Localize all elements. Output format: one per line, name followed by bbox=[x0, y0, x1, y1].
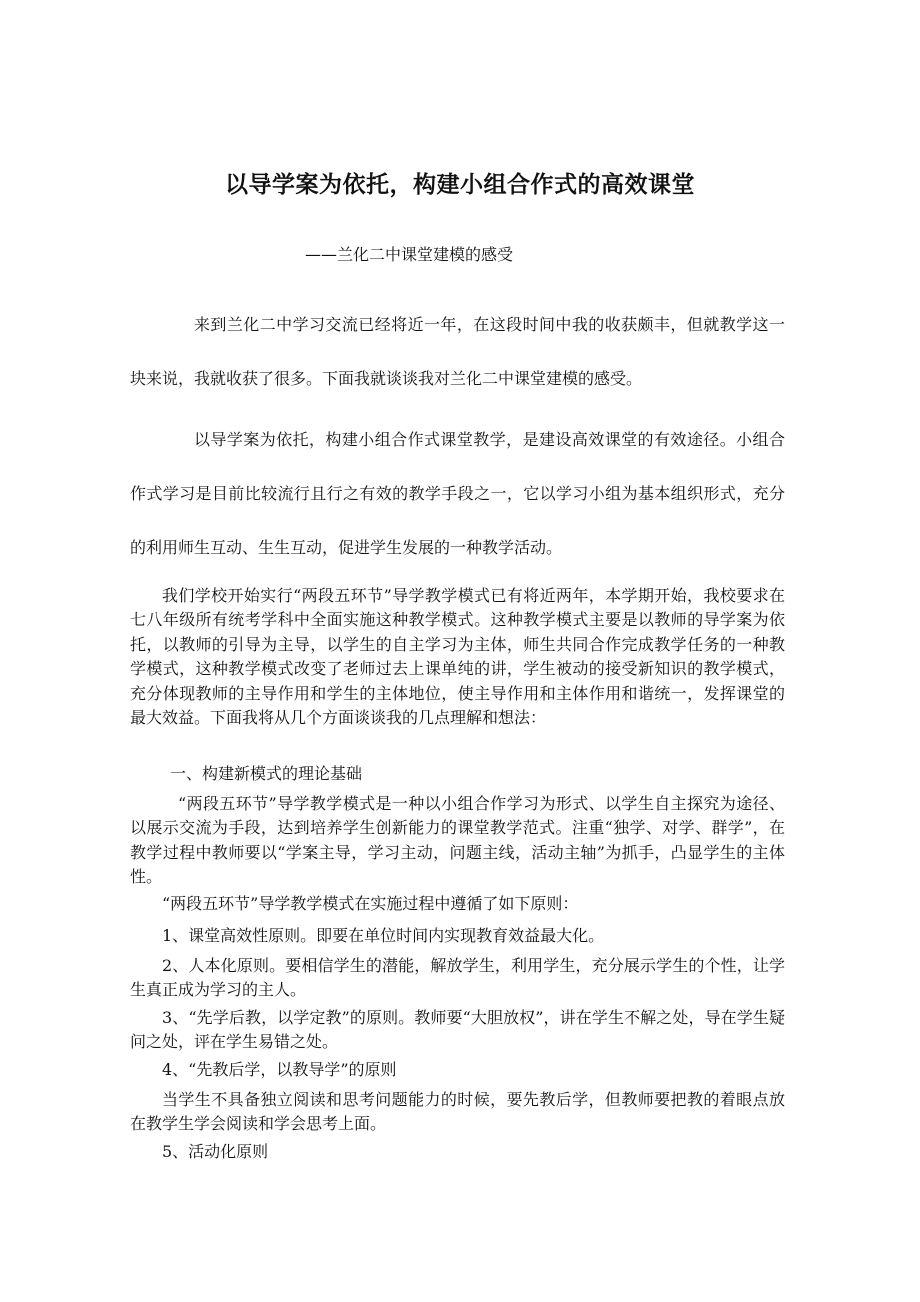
intro-paragraph-1: 来到兰化二中学习交流已经将近一年，在这段时间中我的收获颇丰，但就教学这一块来说，我就收获了很多。下面我就谈谈我对兰化二中课堂建模的感受。 bbox=[130, 315, 785, 388]
section-heading-1: 一、构建新模式的理论基础 bbox=[170, 764, 363, 783]
principle-4-detail: 当学生不具备独立阅读和思考问题能力的时候，要先教后学，但教师要把教的着眼点放在教学生学会阅读和学会思考上面。 bbox=[130, 1090, 785, 1134]
principle-3: 3、“先学后教，以学定教”的原则。教师要“大胆放权”，讲在学生不解之处，导在学生疑问之处，评在学生易错之处。 bbox=[130, 1008, 785, 1052]
principle-5: 5、活动化原则 bbox=[162, 1142, 269, 1161]
body-paragraph: 我们学校开始实行“两段五环节”导学教学模式已有将近两年，本学期开始，我校要求在七八年级所有统考学科中全面实施这种教学模式。这种教学模式主要是以教师的导学案为依托，以教师的引导为主导，以学生的自主学习为主体，师生共同合作完成教学任务的一种教学模式，这种教学模式改变了老师过去上课单纯的讲，学生被动的接受新知识的教学模式，充分体现教师的主导作用和学生的主体地位，使主导作用和主体作用和谐统一，发挥课堂的最大效益。下面我将从几个方面谈谈我的几点理解和想法： bbox=[130, 586, 785, 728]
document-subtitle: ——兰化二中课堂建模的感受 bbox=[305, 245, 514, 264]
document-title: 以导学案为依托，构建小组合作式的高效课堂 bbox=[225, 172, 695, 198]
principle-1: 1、课堂高效性原则。即要在单位时间内实现教育效益最大化。 bbox=[162, 926, 605, 945]
principle-2: 2、人本化原则。要相信学生的潜能，解放学生，利用学生，充分展示学生的个性，让学生真正成为学习的主人。 bbox=[130, 956, 785, 1000]
section-paragraph-1: “两段五环节”导学教学模式是一种以小组合作学习为形式、以学生自主探究为途径、以展示交流为手段，达到培养学生创新能力的课堂教学范式。注重“独学、对学、群学”，在教学过程中教师要以“学案主导，学习主动，问题主线，活动主轴”为抓手，凸显学生的主体性。 bbox=[130, 794, 785, 887]
principles-intro: “两段五环节”导学教学模式在实施过程中遵循了如下原则： bbox=[162, 894, 579, 913]
intro-paragraph-2: 以导学案为依托，构建小组合作式课堂教学，是建设高效课堂的有效途径。小组合作式学习是目前比较流行且行之有效的教学手段之一，它以学习小组为基本组织形式，充分的利用师生互动、生生互动，促进学生发展的一种教学活动。 bbox=[130, 430, 785, 557]
principle-4: 4、“先教后学，以教导学”的原则 bbox=[162, 1060, 397, 1079]
